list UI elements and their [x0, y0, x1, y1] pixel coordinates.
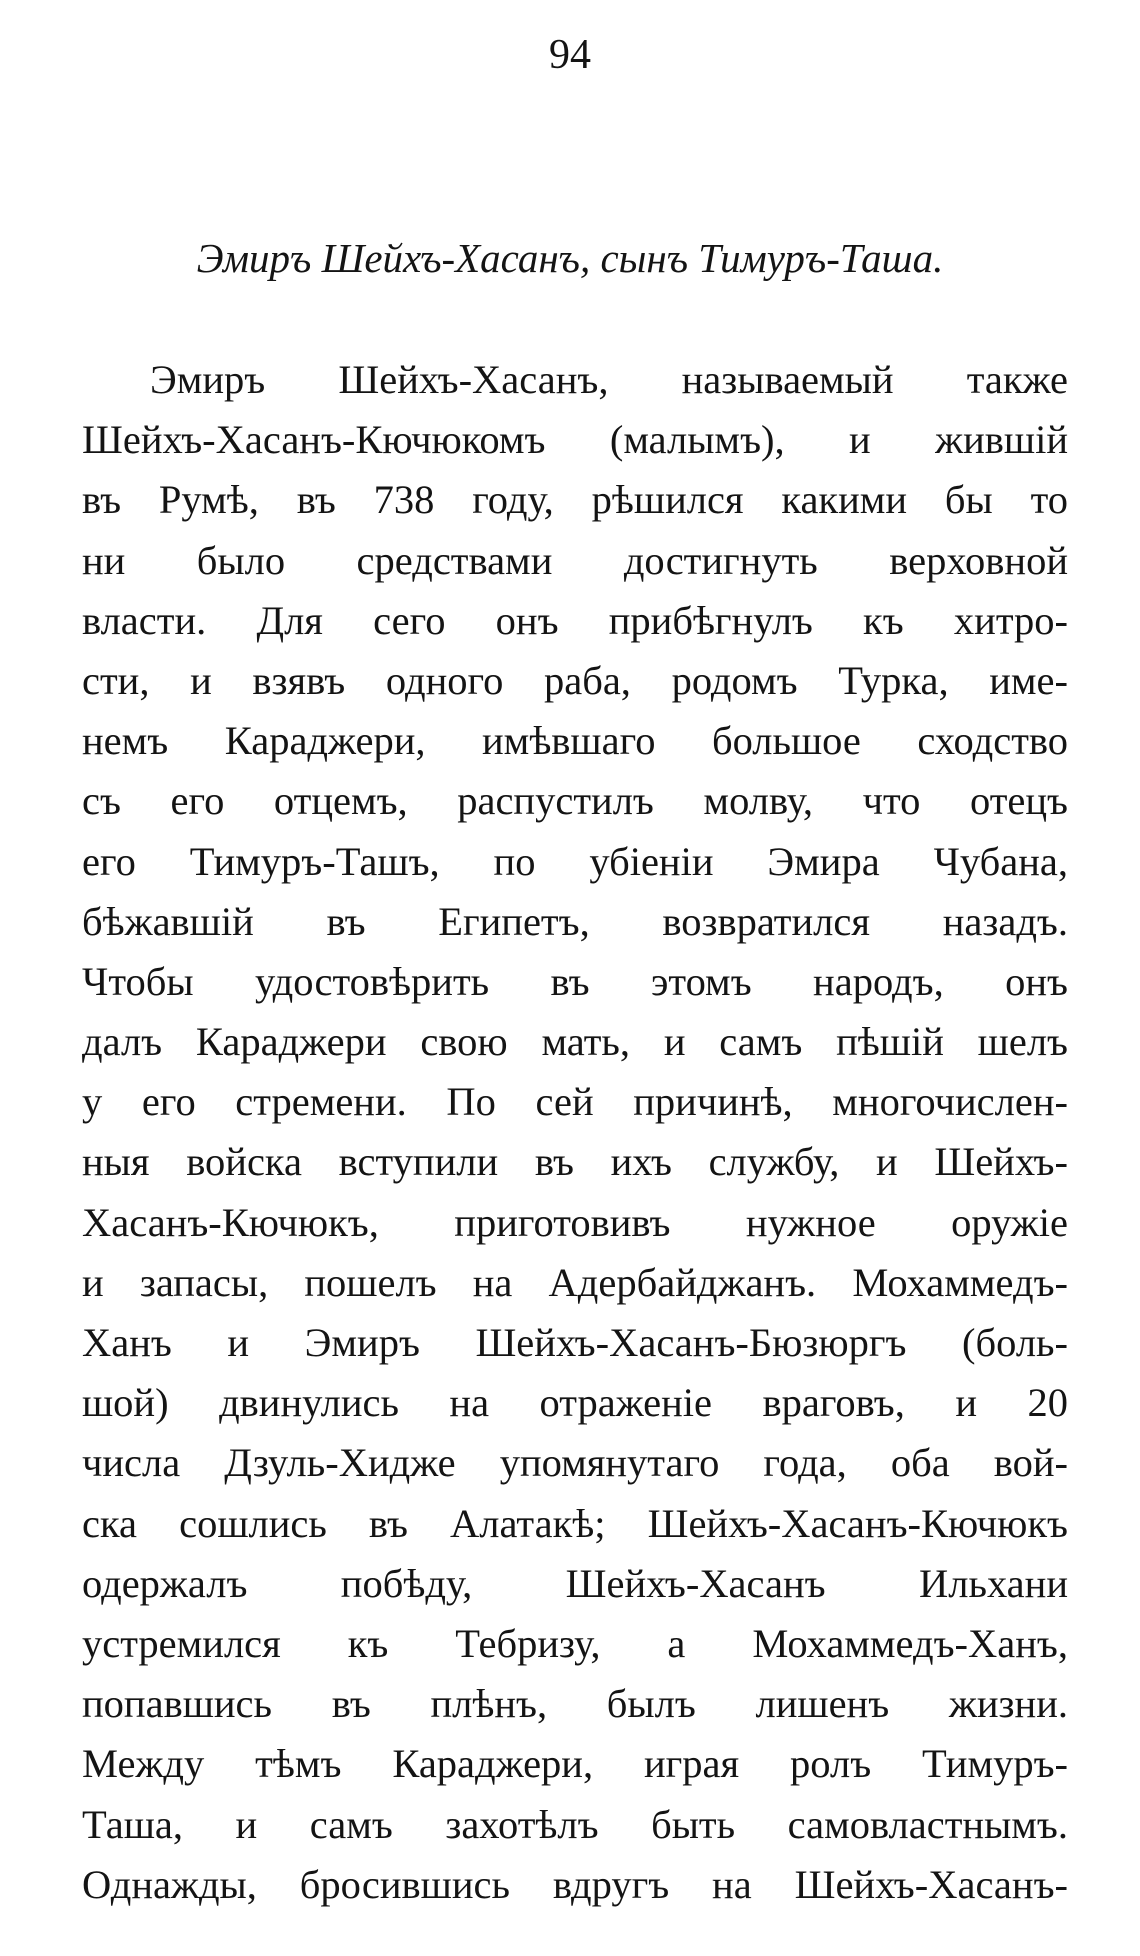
text-line: власти. Для сего онъ прибѣгнулъ къ хитро- [82, 597, 1068, 643]
text-line: Шейхъ-Хасанъ-Кючюкомъ (малымъ), и жившій [82, 417, 1068, 463]
text-line: его Тимуръ-Ташъ, по убіеніи Эмира Чубана, [82, 838, 1068, 884]
body-text [82, 350, 1068, 1915]
text-line: Хасанъ-Кючюкъ, приготовивъ нужное оружіе [82, 1199, 1068, 1245]
page-number: 94 [549, 32, 591, 78]
text-line: далъ Караджери свою мать, и самъ пѣшій шелъ [82, 1019, 1068, 1065]
text-line: шой) двинулись на отраженіе враговъ, и 20 [82, 1380, 1068, 1426]
text-line: одержалъ побѣду, Шейхъ-Хасанъ Ильхани [82, 1560, 1068, 1606]
text-line: ныя войска вступили въ ихъ службу, и Шейхъ- [82, 1139, 1068, 1185]
text-line: Эмиръ Шейхъ-Хасанъ, называемый также [150, 357, 1068, 402]
text-line: Ханъ и Эмиръ Шейхъ-Хасанъ-Бюзюргъ (боль- [82, 1320, 1068, 1365]
text-line: у его стремени. По сей причинѣ, многочислен- [82, 1079, 1068, 1125]
text-line: Между тѣмъ Караджери, играя ролъ Тимуръ- [82, 1741, 1068, 1787]
text-line: съ его отцемъ, распустилъ молву, что отецъ [82, 778, 1068, 824]
section-heading: Эмиръ Шейхъ-Хасанъ, сынъ Тимуръ-Таша. [196, 235, 944, 281]
text-line: ни было средствами достигнуть верховной [82, 537, 1068, 583]
text-line: бѣжавшій въ Египетъ, возвратился назадъ. [82, 898, 1068, 944]
text-line: Таша, и самъ захотѣлъ быть самовластнымъ. [82, 1801, 1068, 1847]
text-line: ска сошлись въ Алатакѣ; Шейхъ-Хасанъ-Кючюкъ [82, 1500, 1068, 1546]
text-line: Чтобы удостовѣрить въ этомъ народъ, онъ [82, 958, 1068, 1004]
text-line: въ Румѣ, въ 738 году, рѣшился какими бы то [82, 477, 1068, 523]
text-line: и запасы, пошелъ на Адербайджанъ. Мохаммедъ- [82, 1259, 1068, 1305]
text-line: попавшись въ плѣнъ, былъ лишенъ жизни. [82, 1681, 1068, 1727]
text-line: устремился къ Тебризу, а Мохаммедъ-Ханъ, [82, 1620, 1068, 1666]
text-line: числа Дзуль-Хидже упомянутаго года, оба вой- [82, 1440, 1068, 1486]
text-line: немъ Караджери, имѣвшаго большое сходство [82, 718, 1068, 764]
text-line: сти, и взявъ одного раба, родомъ Турка, име- [82, 657, 1068, 703]
text-line: Однажды, бросившись вдругъ на Шейхъ-Хасанъ- [82, 1861, 1068, 1907]
